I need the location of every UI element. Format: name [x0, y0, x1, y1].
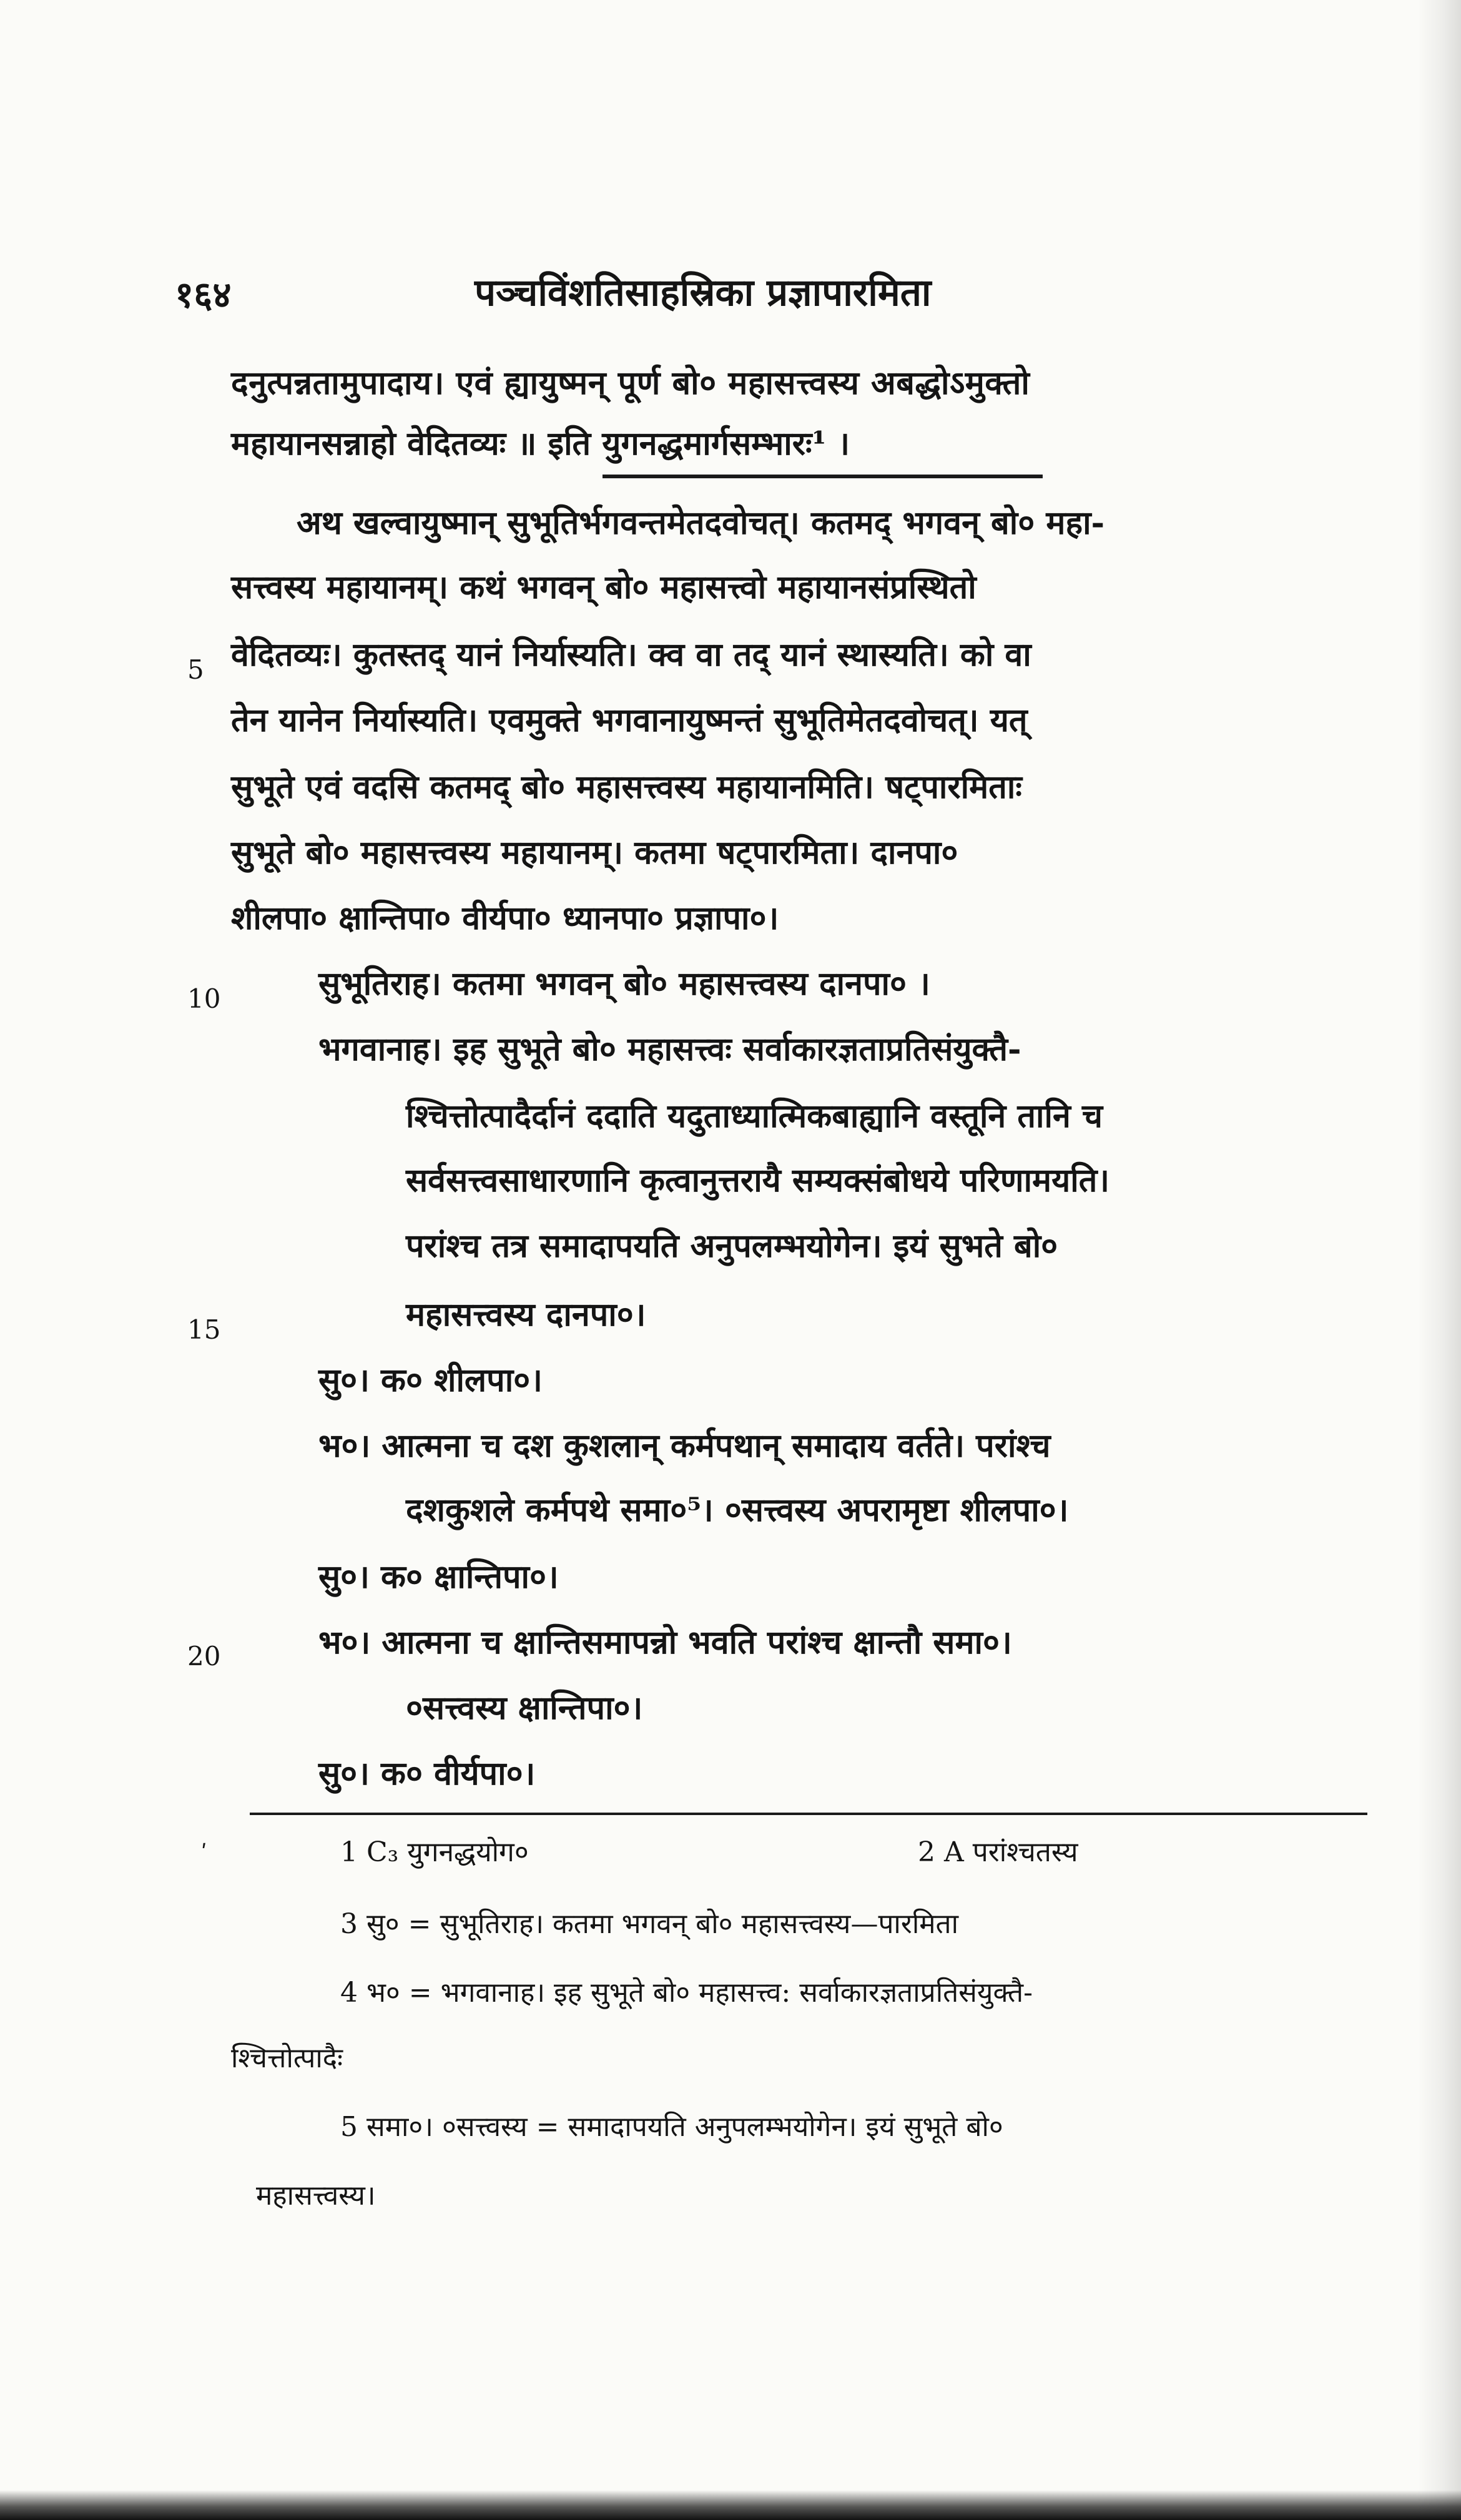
- footnote-1: 1 C₃ युगनद्धयोग०: [340, 1836, 529, 1868]
- page-bottom-shadow: [0, 2490, 1461, 2520]
- footnote-4-continuation: श्चित्तोत्पादैः: [231, 2042, 343, 2074]
- page-right-shadow: [1417, 0, 1461, 2520]
- footnote-2: 2 A परांश्चतस्य: [918, 1836, 1078, 1868]
- body-line-22: सु०। क० वीर्यपा०।: [318, 1755, 536, 1793]
- footnote-5-continuation: महासत्त्वस्य।: [256, 2180, 376, 2212]
- page-number: १६४: [175, 273, 232, 316]
- body-line-17: भ०। आत्मना च दश कुशलान् कर्मपथान् समादाय वर्तते। परांश्च: [318, 1427, 1051, 1465]
- body-line-18: दशकुशले कर्मपथे समा०⁵। ०सत्त्वस्य अपरामृष्टा शीलपा०।: [406, 1491, 1069, 1529]
- margin-line-number-15: 15: [187, 1314, 221, 1345]
- margin-line-number-5: 5: [187, 654, 204, 685]
- body-line-14: परांश्च तत्र समादापयति अनुपलम्भयोगेन। इयं सुभते बो०: [406, 1227, 1058, 1265]
- body-line-21: ०सत्त्वस्य क्षान्तिपा०।: [406, 1689, 643, 1727]
- body-line-19: सु०। क० क्षान्तिपा०।: [318, 1558, 559, 1596]
- margin-line-number-10: 10: [187, 983, 221, 1014]
- body-line-4: सत्त्वस्य महायानम्। कथं भगवन् बो० महासत्त्वो महायानसंप्रस्थितो: [231, 568, 976, 606]
- body-line-1: दनुत्पन्नतामुपादाय। एवं ह्यायुष्मन् पूर्ण बो० महासत्त्वस्य अबद्धोऽमुक्तो: [231, 364, 1030, 402]
- footnote-3: 3 सु० = सुभूतिराह। कतमा भगवन् बो० महासत्त्वस्य—पारमिता: [340, 1908, 959, 1940]
- footnote-5: 5 समा०। ०सत्त्वस्य = समादापयति अनुपलम्भयोगेन। इयं सुभूते बो०: [340, 2111, 1003, 2143]
- body-line-11: भगवानाह। इह सुभूते बो० महासत्त्वः सर्वाकारज्ञताप्रतिसंयुक्तै-: [318, 1030, 1021, 1068]
- body-line-8: सुभूते बो० महासत्त्वस्य महायानम्। कतमा षट्पारमिता। दानपा०: [231, 834, 958, 872]
- body-line-15: महासत्त्वस्य दानपा०।: [406, 1296, 646, 1334]
- running-title: पञ्चविंशतिसाहस्रिका प्रज्ञापारमिता: [475, 271, 932, 315]
- body-line-3: अथ खल्वायुष्मान् सुभूतिर्भगवन्तमेतदवोचत्। कतमद् भगवन् बो० महा-: [297, 504, 1105, 542]
- body-line-13: सर्वसत्त्वसाधारणानि कृत्वानुत्तरायै सम्यक्संबोधये परिणामयति।: [406, 1161, 1110, 1199]
- margin-line-number-20: 20: [187, 1641, 221, 1671]
- body-line-9: शीलपा० क्षान्तिपा० वीर्यपा० ध्यानपा० प्रज्ञापा०।: [231, 899, 779, 937]
- body-line-2: महायानसन्नाहो वेदितव्यः ॥ इति युगनद्धमार्गसम्भारः¹ ।: [231, 425, 850, 463]
- footnote-4: 4 भ० = भगवानाह। इह सुभूते बो० महासत्त्व: सर्वाकारज्ञताप्रतिसंयुक्तै-: [340, 1977, 1033, 2009]
- body-line-5: वेदितव्यः। कुतस्तद् यानं निर्यास्यति। क्व वा तद् यानं स्थास्यति। को वा: [231, 636, 1031, 674]
- body-line-7: सुभूते एवं वदसि कतमद् बो० महासत्त्वस्य महायानमिति। षट्पारमिताः: [231, 768, 1022, 806]
- body-line-16: सु०। क० शीलपा०।: [318, 1361, 543, 1399]
- footnote-separator: [250, 1813, 1367, 1815]
- margin-tick-mark: ʹ: [201, 1841, 207, 1866]
- body-line-20: भ०। आत्मना च क्षान्तिसमापन्नो भवति परांश्च क्षान्तौ समा०।: [318, 1623, 1012, 1661]
- body-line-12: श्चित्तोत्पादैर्दानं ददाति यदुताध्यात्मिकबाह्यानि वस्तूनि तानि च: [406, 1097, 1103, 1135]
- body-line-10: सुभूतिराह। कतमा भगवन् बो० महासत्त्वस्य दानपा० ।: [318, 965, 930, 1003]
- section-title-underline: [603, 475, 1043, 478]
- body-line-6: तेन यानेन निर्यास्यति। एवमुक्ते भगवानायुष्मन्तं सुभूतिमेतदवोचत्। यत्: [231, 701, 1028, 739]
